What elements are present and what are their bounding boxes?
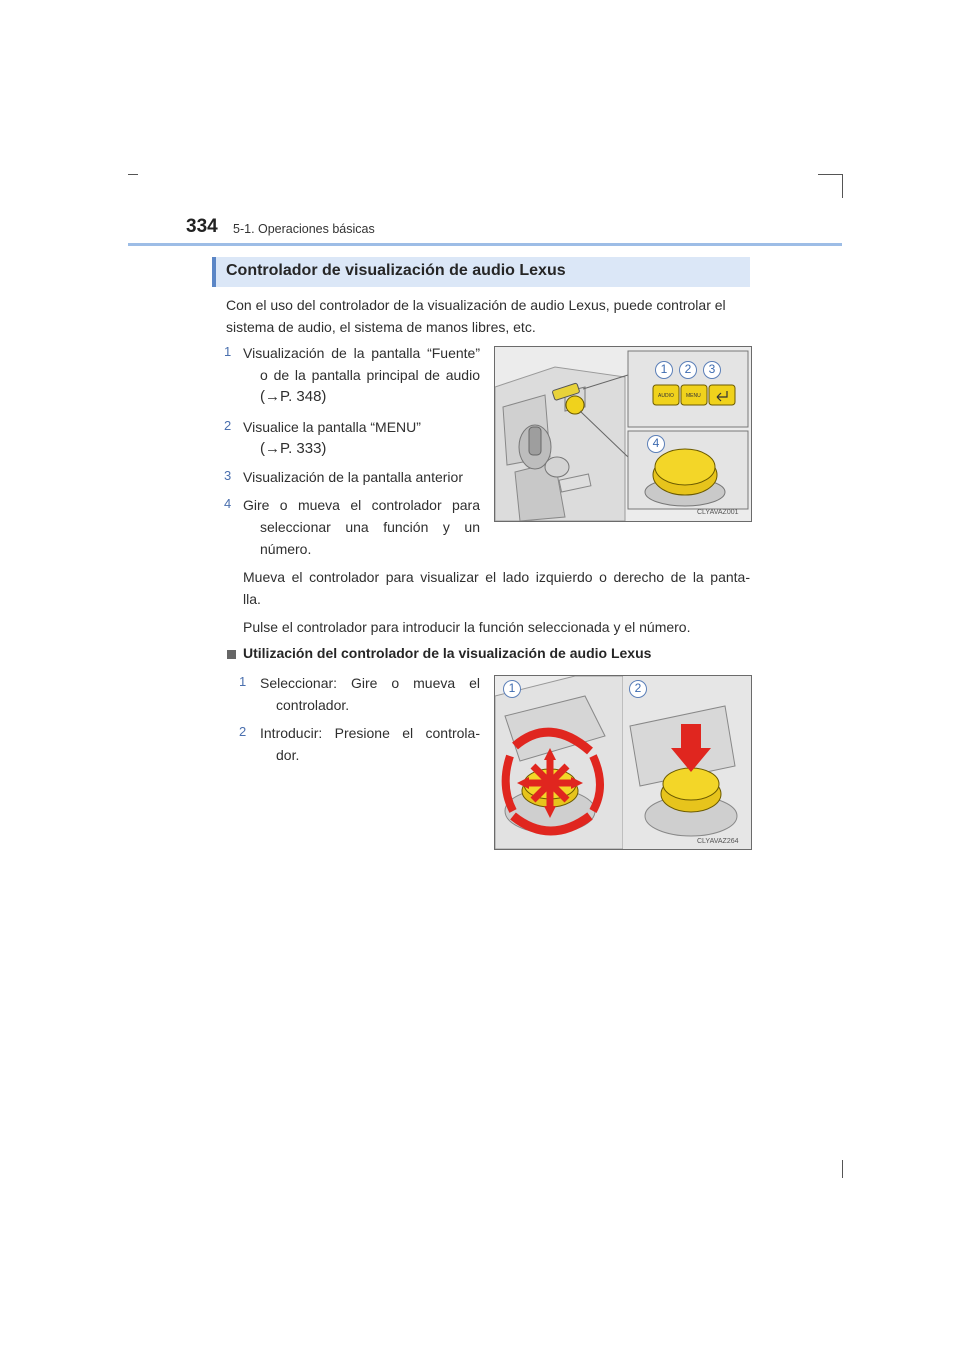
section-title: 5-1. Operaciones básicas — [233, 222, 375, 236]
paragraph-move: lla. — [243, 591, 261, 607]
item-text: Seleccionar: Gire o mueva el — [260, 675, 480, 691]
square-bullet-icon — [227, 650, 236, 659]
item-text: Gire o mueva el controlador para — [243, 497, 480, 513]
intro-line: sistema de audio, el sistema de manos libres, etc. — [226, 319, 536, 335]
item-text: Visualice la pantalla “MENU” — [243, 419, 421, 435]
item-number: 2 — [239, 724, 247, 739]
item-text: número. — [260, 541, 312, 557]
item-text: Visualización de la pantalla anterior — [243, 469, 463, 485]
item-number: 3 — [224, 468, 232, 483]
callout-4: 4 — [647, 435, 665, 453]
crop-mark — [842, 174, 843, 198]
intro-line: Con el uso del controlador de la visualización de audio Lexus, puede controlar el — [226, 297, 726, 313]
item-text: Introducir: Presione el controla- — [260, 725, 480, 741]
item-text: (→P. 348) — [260, 388, 327, 405]
item-text: dor. — [276, 747, 300, 763]
controller-usage-illustration — [495, 676, 751, 849]
figure-controller-buttons — [494, 346, 752, 522]
menu-button-label: MENU — [686, 393, 701, 399]
item-number: 1 — [239, 674, 247, 689]
item-number: 2 — [224, 418, 232, 433]
paragraph-press: Pulse el controlador para introducir la función seleccionada y el número. — [243, 619, 691, 635]
item-text: Visualización de la pantalla “Fuente” — [243, 345, 480, 361]
figure-code: CLYAVAZ264 — [697, 838, 739, 845]
figure-code: CLYAVAZ001 — [697, 509, 739, 516]
page-number: 334 — [186, 216, 218, 237]
subheading: Utilización del controlador de la visualización de audio Lexus — [243, 645, 652, 661]
item-text: o de la pantalla principal de audio — [260, 367, 480, 383]
crop-mark — [818, 174, 842, 175]
item-text: controlador. — [276, 697, 350, 713]
crop-mark — [842, 1160, 843, 1178]
callout-1: 1 — [655, 361, 673, 379]
item-number: 4 — [224, 496, 232, 511]
callout-3: 3 — [703, 361, 721, 379]
item-text: seleccionar una función y un — [260, 519, 480, 535]
callout-2: 2 — [629, 680, 647, 698]
page-title: Controlador de visualización de audio Lexus — [226, 262, 566, 279]
callout-2: 2 — [679, 361, 697, 379]
header-rule — [128, 243, 842, 246]
item-number: 1 — [224, 344, 232, 359]
item-text: (→P. 333) — [260, 440, 327, 457]
crop-mark — [128, 174, 138, 175]
figure-controller-usage — [494, 675, 752, 850]
title-bar — [212, 257, 750, 287]
callout-1: 1 — [503, 680, 521, 698]
audio-button-label: AUDIO — [658, 393, 674, 399]
paragraph-move: Mueva el controlador para visualizar el lado izquierdo o derecho de la panta- — [243, 569, 750, 585]
